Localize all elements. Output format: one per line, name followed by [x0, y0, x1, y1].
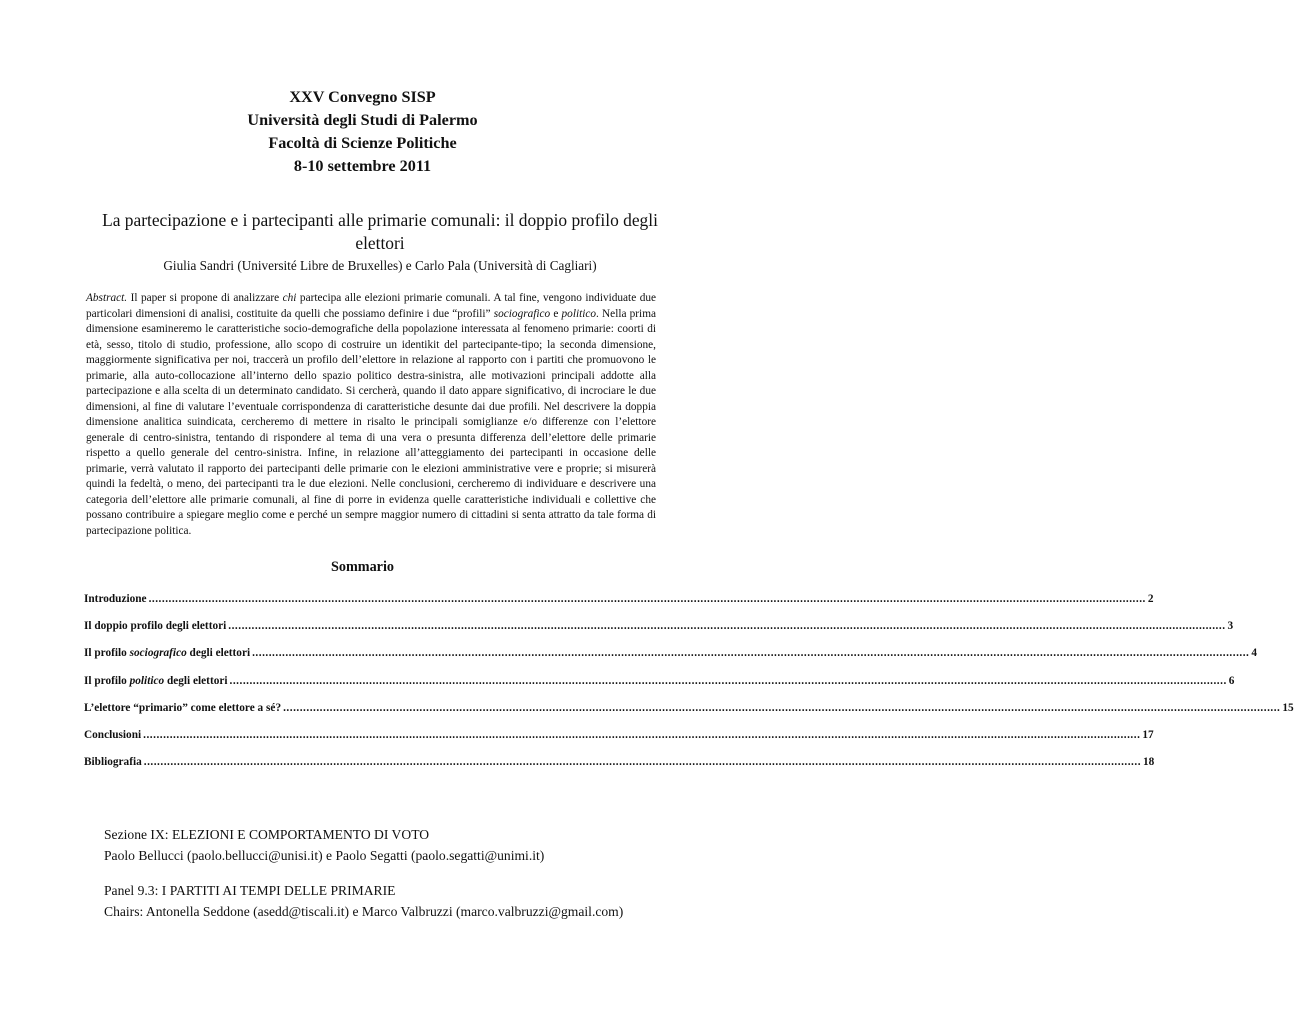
abstract-text-1: Il paper si propone di analizzare: [127, 292, 283, 304]
abstract-paragraph: [86, 291, 656, 539]
toc-label-emphasis: politico: [129, 674, 165, 687]
toc-leader-dots: ............................................................................................................................................................................................................................................................................................................: [228, 620, 1226, 633]
toc-leader-dots: ............................................................................................................................................................................................................................................................................................................: [283, 701, 1281, 714]
toc-label-text: L’elettore “primario” come elettore a sé?: [84, 701, 282, 714]
panel-chairs: Chairs: Antonella Seddone (asedd@tiscali.it) e Marco Valbruzzi (marco.valbruzzi@gmail.com): [104, 904, 624, 919]
toc-label-text: Il profilo: [84, 674, 130, 687]
toc-entry[interactable]: [84, 749, 1155, 776]
toc-entry-label: [84, 722, 143, 748]
toc-label-text: Il doppio profilo degli elettori: [84, 620, 227, 633]
toc-entry[interactable]: [84, 722, 1154, 749]
panel-name: Panel 9.3: I PARTITI AI TEMPI DELLE PRIMARIE: [104, 883, 396, 898]
toc-entry-label: [84, 640, 252, 666]
toc-entry[interactable]: [84, 586, 1154, 613]
toc-leader-dots: ............................................................................................................................................................................................................................................................................................................: [252, 647, 1250, 660]
faculty-name: Facoltà di Scienze Politiche: [268, 134, 457, 152]
toc-leader-dots: ............................................................................................................................................................................................................................................................................................................: [143, 756, 1142, 769]
toc-page-number: 3: [1227, 620, 1234, 633]
toc-label-text-suffix: degli elettori: [186, 647, 251, 660]
toc-leader-dots: ............................................................................................................................................................................................................................................................................................................: [143, 728, 1141, 741]
toc-entry[interactable]: [84, 668, 1235, 695]
spacer: [104, 866, 664, 880]
section-chairs: Paolo Bellucci (paolo.bellucci@unisi.it) e Paolo Segatti (paolo.segatti@unimi.it): [104, 848, 545, 863]
toc-entry-label: [84, 613, 228, 639]
toc-label-text: Il profilo: [84, 647, 130, 660]
toc-label-text: Bibliografia: [84, 756, 142, 769]
toc-label-text: Conclusioni: [84, 728, 142, 741]
toc-entry[interactable]: [84, 640, 1258, 667]
summary-title: Sommario: [330, 559, 395, 575]
toc-page-number: 4: [1251, 647, 1258, 660]
toc-page-number: 18: [1143, 756, 1155, 769]
toc-entry-label: [84, 749, 144, 775]
session-info: [104, 824, 664, 922]
toc-label-text-suffix: degli elettori: [164, 674, 228, 687]
paper-authors: Giulia Sandri (Université Libre de Bruxelles) e Carlo Pala (Università di Cagliari): [163, 258, 597, 273]
abstract-label: Abstract.: [86, 292, 128, 304]
toc-leader-dots: ............................................................................................................................................................................................................................................................................................................: [148, 593, 1146, 605]
toc-label-text: Introduzione: [84, 593, 147, 605]
toc-entry[interactable]: [84, 613, 1234, 640]
abstract-emphasis-politico: politico: [561, 307, 597, 320]
toc-leader-dots: ............................................................................................................................................................................................................................................................................................................: [229, 674, 1227, 687]
toc-entry-label: [84, 668, 230, 694]
abstract-text-3: e: [550, 307, 562, 320]
toc-label-emphasis: sociografico: [129, 647, 187, 660]
abstract-text-4: . Nella prima dimensione esamineremo le caratteristiche socio-demografiche della popolazione interessata al fenomeno primarie: coorti di età, sesso, titolo di studio, professione, allo scopo di costruire un identikit del partecipante-tipo; la seconda dimensione, maggiormente significativa per noi, traccerà un profilo dell’elettore in relazione al rapporto con i partiti che promuovono le primarie, alla auto-collocazione all’interno dello spazio politico destra-sinistra, alle motivazioni principali addotte alla partecipazione e alla scelta di un determinato candidato. Si cercherà, quando il dato appare significativo, di incrociare le due dimensioni, al fine di valutare l’eventuale corrispondenza di caratteristiche desunte dai due profili. Nel descrivere la doppia dimensione analitica suindicata, cercheremo di mettere in risalto le principali somiglianze e/o differenze con l’elettore generale di centro-sinistra, tentando di rispondere al tema di una vera o presunta differenza dell’elettore delle primarie rispetto a quello generale del centro-sinistra. Infine, in relazione all’atteggiamento dei partecipanti in occasione delle primarie, verrà valutato il rapporto dei partecipanti delle primarie con le elezioni amministrative vere e proprie; si misurerà quindi la fedeltà, o meno, dei partecipanti tra le due elezioni. Nelle conclusioni, cercheremo di individuare e descrivere una categoria dell’elettore alle primarie comunali, al fine di porre in evidenza quelle caratteristiche individuali e collettive che possano contribuire a spiegare meglio come e perché un sempre maggior numero di cittadini si senta attratto da tale forma di partecipazione politica.: [86, 307, 656, 537]
conference-dates: 8-10 settembre 2011: [293, 157, 432, 175]
abstract-emphasis-chi: chi: [282, 292, 297, 304]
toc-entry-label: [84, 586, 149, 612]
toc-page-number: 15: [1282, 701, 1294, 714]
toc-page-number: 6: [1228, 674, 1235, 687]
toc-entry-label: [84, 695, 283, 721]
conference-name: XXV Convegno SISP: [289, 88, 436, 106]
conference-header: [0, 86, 725, 178]
table-of-contents: [84, 586, 1294, 776]
toc-page-number: 17: [1142, 728, 1154, 741]
toc-entry[interactable]: [84, 695, 1294, 722]
paper-title: La partecipazione e i partecipanti alle primarie comunali: il doppio profilo degli elettori: [102, 210, 658, 253]
abstract-text-2: partecipa alle elezioni primarie comunali. A tal fine, vengono individuate due particolari dimensioni di analisi, costituite da quelli che possiamo definire i due “profili”: [86, 292, 657, 320]
abstract-emphasis-sociografico: sociografico: [493, 307, 551, 320]
university-name: Università degli Studi di Palermo: [247, 111, 478, 129]
section-name: Sezione IX: ELEZIONI E COMPORTAMENTO DI VOTO: [104, 827, 430, 842]
toc-page-number: 2: [1147, 593, 1154, 605]
